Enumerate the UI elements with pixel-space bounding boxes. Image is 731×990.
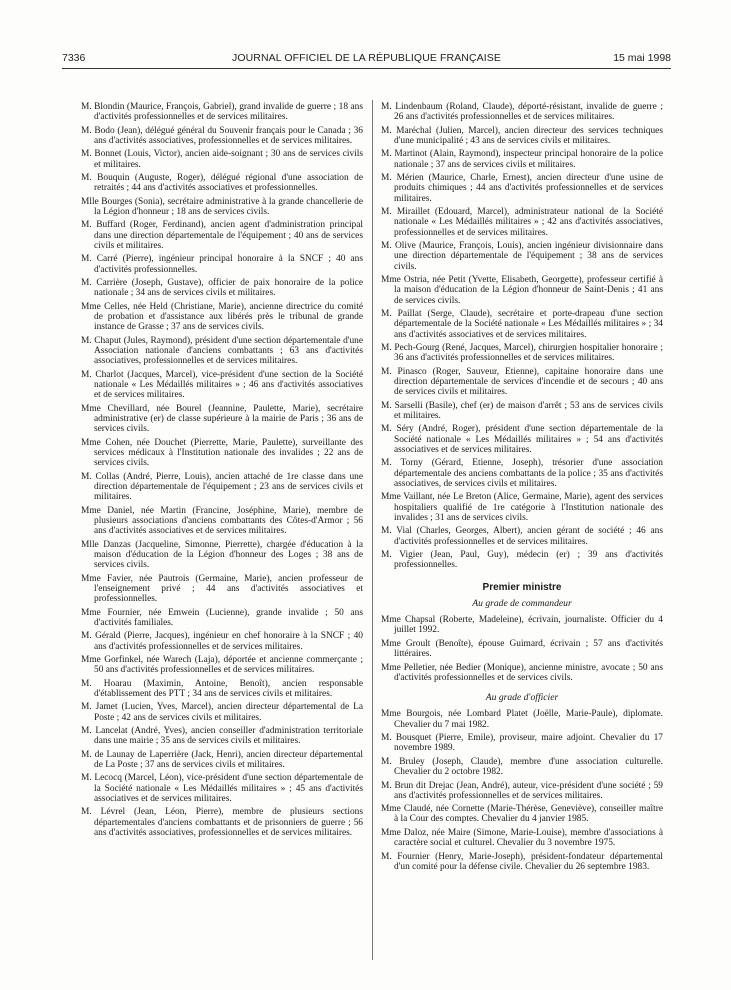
list-item: M. Chaput (Jules, Raymond), président d'une section départementale d'une Association nationale d'anciens combattants ; 63 ans d'activités associatives, professionnelles et de services militaires. <box>81 335 363 367</box>
list-item: M. Jamet (Lucien, Yves, Marcel), ancien directeur départemental de La Poste ; 42 ans de services civils et militaires. <box>81 702 363 723</box>
list-item: M. Charlot (Jacques, Marcel), vice-président d'une section de la Société nationale « Les Médaillés militaires » ; 46 ans d'activités associatives et de services militaires. <box>81 369 363 401</box>
grade-heading: Au grade d'officier <box>485 692 559 704</box>
list-item: M. Torny (Gérard, Etienne, Joseph), trésorier d'une association départementale des anciens combattants de la police ; 35 ans d'activités associatives, de services civils et militaires. <box>381 458 663 489</box>
list-item: Mme Daloz, née Maire (Simone, Marie-Louise), membre d'associations à caractère social et culturel. Chevalier du 3 novembre 1975. <box>381 827 663 849</box>
journal-title: JOURNAL OFFICIEL DE LA RÉPUBLIQUE FRANÇAISE <box>232 52 501 64</box>
list-item: M. Mérien (Maurice, Charle, Ernest), ancien directeur d'une usine de produits chimiques ; 44 ans d'activités professionnelles et de services militaires. <box>381 173 663 204</box>
page-header <box>62 52 671 68</box>
list-item: Mme Favier, née Pautrois (Germaine, Marie), ancien professeur de l'enseignement privé ; 44 ans d'activités associatives et professionnelles. <box>81 573 363 605</box>
list-item: M. Carrière (Joseph, Gustave), officier de paix honoraire de la police nationale ; 34 ans de services civils et militaires. <box>81 278 363 299</box>
list-item: M. Vigier (Jean, Paul, Guy), médecin (er) ; 39 ans d'activités professionnelles. <box>381 549 663 571</box>
list-item: M. Miraillet (Edouard, Marcel), administrateur national de la Société nationale « Les Médaillés militaires » ; 42 ans d'activités associatives, professionnelles et de services militaires. <box>381 207 663 238</box>
publication-date: 15 mai 1998 <box>613 52 671 64</box>
list-item: Mlle Bourges (Sonia), secrétaire administrative à la grande chancellerie de la Légion d'honneur ; 18 ans de services civils. <box>81 196 363 218</box>
list-item: M. de Launay de Laperrière (Jack, Henri), ancien directeur départemental de La Poste ; 37 ans de services civils et militaires. <box>81 749 363 771</box>
list-item: M. Olive (Maurice, François, Louis), ancien ingénieur divisionnaire dans une direction départementale de l'équipement ; 38 ans de services civils. <box>381 241 663 272</box>
list-item: Mme Vaillant, née Le Breton (Alice, Germaine, Marie), agent des services hospitaliers qualifié de 1re catégorie à l'Institution nationale des invalides ; 31 ans de services civils. <box>381 492 663 523</box>
list-item: Mme Daniel, née Martin (Francine, Joséphine, Marie), membre de plusieurs associations d'anciens combattants des Côtes-d'Armor ; 56 ans d'activités associatives et de services militaires. <box>81 505 363 537</box>
grade-heading: Au grade de commandeur <box>472 597 572 609</box>
list-item: M. Hoarau (Maximin, Antoine, Benoît), ancien responsable d'établissement des PTT ; 34 ans de services civils et militaires. <box>81 678 363 700</box>
list-item: M. Gérald (Pierre, Jacques), ingénieur en chef honoraire à la SNCF ; 40 ans d'activités professionnelles et de services militaires. <box>81 631 363 652</box>
left-column <box>81 102 363 841</box>
list-item: M. Bousquet (Pierre, Emile), proviseur, maire adjoint. Chevalier du 17 novembre 1989. <box>381 733 663 754</box>
list-item: M. Lancelat (André, Yves), ancien conseiller d'administration territoriale dans une mairie ; 35 ans de services civils et militaires. <box>81 726 363 747</box>
list-item: Mme Chapsal (Roberte, Madeleine), écrivain, journaliste. Officier du 4 juillet 1992. <box>381 615 663 636</box>
list-item: M. Collas (André, Pierre, Louis), ancien attaché de 1re classe dans une direction départementale de l'équipement ; 23 ans de services civils et militaires. <box>81 471 363 503</box>
list-item: M. Buffard (Roger, Ferdinand), ancien agent d'administration principal dans une direction départementale de l'équipement ; 40 ans de services civils et militaires. <box>81 220 363 252</box>
list-item: M. Paillat (Serge, Claude), secrétaire et porte-drapeau d'une section départementale de la Société nationale « Les Médaillés militaires » ; 34 ans d'activités associatives et de services militaires. <box>381 309 663 340</box>
page-number: 7336 <box>62 52 86 64</box>
list-item: M. Brun dit Drejac (Jean, André), auteur, vice-président d'une société ; 59 ans d'activités professionnelles et de services militaires. <box>381 780 663 801</box>
list-item: M. Bodo (Jean), délégué général du Souvenir français pour le Canada ; 36 ans d'activités associatives, professionnelles et de services militaires. <box>81 125 363 146</box>
list-item: Mme Pelletier, née Bedier (Monique), ancienne ministre, avocate ; 50 ans d'activités professionnelles et de services civils. <box>381 662 663 683</box>
list-item: M. Blondin (Maurice, François, Gabriel), grand invalide de guerre ; 18 ans d'activités professionnelles et de services militaires. <box>81 102 363 123</box>
list-item: M. Martinot (Alain, Raymond), inspecteur principal honoraire de la police nationale ; 37 ans de services civils et militaires. <box>381 149 663 170</box>
list-item: Mlle Danzas (Jacqueline, Simonne, Pierrette), chargée d'éducation à la maison d'éducation de la Légion d'honneur des Loges ; 38 ans de services civils. <box>81 539 363 571</box>
list-item: M. Lecocq (Marcel, Léon), vice-président d'une section départementale de la Société nationale « Les Médaillés militaires » ; 45 ans d'activités associatives et de services militaires. <box>81 773 363 805</box>
list-item: Mme Groult (Benoîte), épouse Guimard, écrivain ; 57 ans d'activités littéraires. <box>381 638 663 660</box>
list-item: M. Bruley (Joseph, Claude), membre d'une association culturelle. Chevalier du 2 octobre 1982. <box>381 756 663 778</box>
list-item: Mme Ostria, née Petit (Yvette, Elisabeth, Georgette), professeur certifié à la maison d'éducation de la Légion d'honneur de Saint-Denis ; 41 ans de services civils. <box>381 275 663 306</box>
column-divider <box>372 100 373 960</box>
list-item: M. Maréchal (Julien, Marcel), ancien directeur des services techniques d'une municipalité ; 43 ans de services civils et militaires. <box>381 125 663 146</box>
header-rule <box>62 68 671 69</box>
list-item: Mme Chevillard, née Bourel (Jeannine, Paulette, Marie), secrétaire administrative (er) de classe supérieure à la mairie de Paris ; 36 ans de services civils. <box>81 403 363 435</box>
list-item: M. Lévrel (Jean, Léon, Pierre), membre de plusieurs sections départementales d'anciens combattants et de prisonniers de guerre ; 56 ans d'activités associatives, professionnelles et de services militaires. <box>81 807 363 839</box>
list-item: Mme Bourgois, née Lombard Platet (Joëlle, Marie-Paule), diplomate. Chevalier du 7 mai 1982. <box>381 709 663 730</box>
list-item: M. Lindenbaum (Roland, Claude), déporté-résistant, invalide de guerre ; 26 ans d'activités professionnelles et de services militaires. <box>381 102 663 123</box>
list-item: M. Bonnet (Louis, Victor), ancien aide-soignant ; 30 ans de services civils et militaires. <box>81 149 363 170</box>
list-item: M. Bouquin (Auguste, Roger), délégué régional d'une association de retraités ; 44 ans d'activités associatives et professionnelles. <box>81 173 363 194</box>
list-item: M. Pech-Gourg (René, Jacques, Marcel), chirurgien hospitalier honoraire ; 36 ans d'activités professionnelles et de services militaires. <box>381 342 663 364</box>
list-item: Mme Cohen, née Douchet (Pierrette, Marie, Paulette), surveillante des services médicaux à l'Institution nationale des invalides ; 22 ans de services civils. <box>81 437 363 469</box>
right-column <box>381 102 663 875</box>
list-item: Mme Gorfinkel, née Warech (Laja), déportée et ancienne commerçante ; 50 ans d'activités professionnelles et de services militaires. <box>81 655 363 676</box>
list-item: M. Fournier (Henry, Marie-Joseph), président-fondateur départemental d'un comité pour la défense civile. Chevalier du 26 septembre 1983. <box>381 851 663 872</box>
list-item: M. Vial (Charles, Georges, Albert), ancien gérant de société ; 46 ans d'activités professionnelles et de services militaires. <box>381 526 663 547</box>
list-item: M. Carré (Pierre), ingénieur principal honoraire à la SNCF ; 40 ans d'activités professionnelles. <box>81 254 363 275</box>
list-item: M. Sarselli (Basile), chef (er) de maison d'arrêt ; 53 ans de services civils et militaires. <box>381 400 663 421</box>
list-item: Mme Fournier, née Emwein (Lucienne), grande invalide ; 50 ans d'activités familiales. <box>81 607 363 628</box>
list-item: Mme Claudé, née Cornette (Marie-Thérèse, Geneviève), conseiller maître à la Cour des comptes. Chevalier du 4 janvier 1985. <box>381 804 663 825</box>
list-item: M. Séry (André, Roger), président d'une section départementale de la Société nationale « Les Médaillés militaires » ; 54 ans d'activités associatives et de services militaires. <box>381 424 663 455</box>
section-title: Premier ministre <box>482 581 562 593</box>
list-item: Mme Celles, née Held (Christiane, Marie), ancienne directrice du comité de probation et d'assistance aux libérés près le tribunal de grande instance de Grasse ; 37 ans de services civils. <box>81 301 363 333</box>
list-item: M. Pinasco (Roger, Sauveur, Etienne), capitaine honoraire dans une direction départementale de services d'incendie et de secours ; 40 ans de services civils et militaires. <box>381 366 663 398</box>
